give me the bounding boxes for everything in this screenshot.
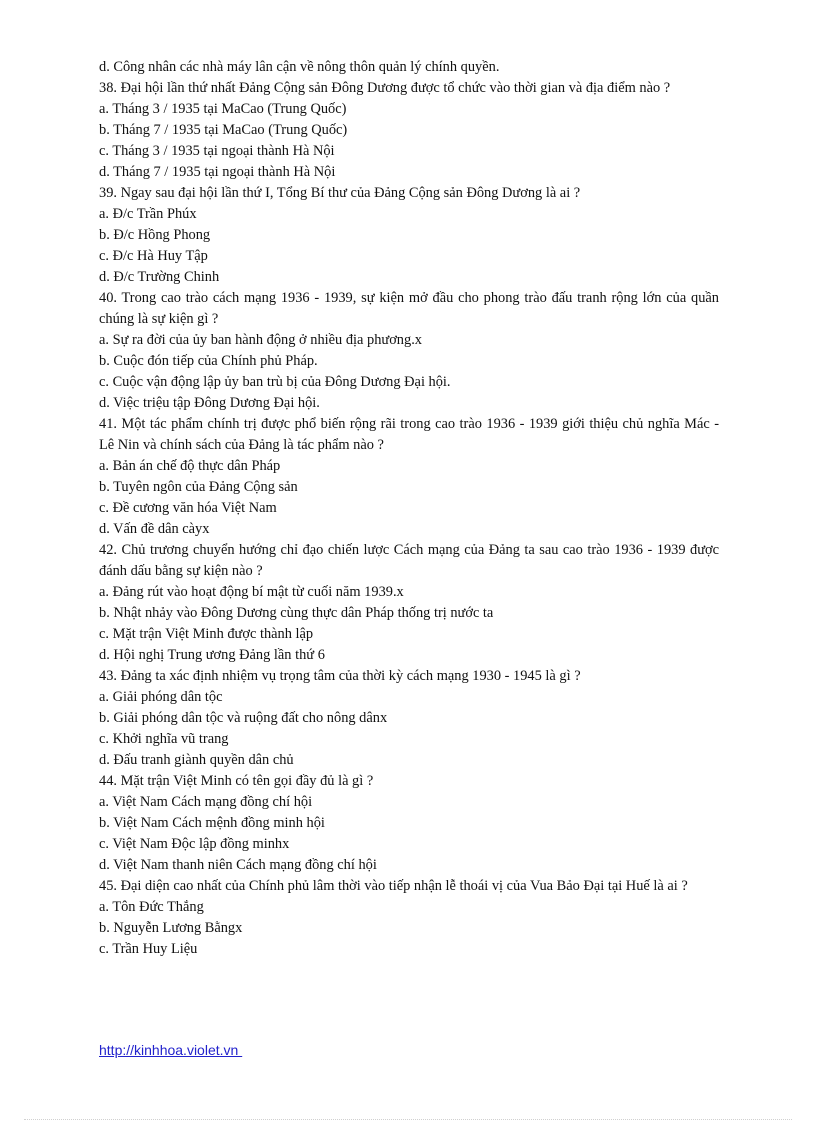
answer-option: b. Nguyễn Lương Bằngx (99, 920, 243, 936)
question-40: 40. Trong cao trào cách mạng 1936 - 1939, sự kiện mở đầu cho phong trào đấu tranh rộng lớn của quần chúng là sự kiện gì ? (99, 290, 719, 327)
answer-option: a. Đ/c Trần Phúx (99, 206, 197, 222)
answer-option: d. Vấn đề dân càyx (99, 521, 210, 537)
answer-option: d. Việt Nam thanh niên Cách mạng đồng chí hội (99, 857, 377, 873)
answer-option: c. Khởi nghĩa vũ trang (99, 731, 229, 747)
answer-option: d. Hội nghị Trung ương Đảng lần thứ 6 (99, 647, 325, 663)
answer-option: c. Tháng 3 / 1935 tại ngoại thành Hà Nội (99, 143, 335, 159)
answer-option: c. Cuộc vận động lập ủy ban trù bị của Đông Dương Đại hội. (99, 374, 451, 390)
question-45: 45. Đại diện cao nhất của Chính phủ lâm thời vào tiếp nhận lễ thoái vị của Vua Bảo Đại tại Huế là ai ? (99, 878, 688, 894)
answer-option: d. Việc triệu tập Đông Dương Đại hội. (99, 395, 320, 411)
answer-option: d. Đ/c Trường Chinh (99, 269, 220, 285)
answer-option: c. Đề cương văn hóa Việt Nam (99, 500, 277, 516)
answer-option: a. Giải phóng dân tộc (99, 689, 223, 705)
answer-option: b. Đ/c Hồng Phong (99, 227, 211, 243)
answer-option: b. Việt Nam Cách mệnh đồng minh hội (99, 815, 325, 831)
answer-option: d. Đấu tranh giành quyền dân chủ (99, 752, 294, 768)
answer-option: a. Tôn Đức Thắng (99, 899, 204, 915)
answer-option: d. Công nhân các nhà máy lân cận về nông thôn quản lý chính quyền. (99, 59, 500, 75)
answer-option: a. Bản án chế độ thực dân Pháp (99, 458, 281, 474)
question-43: 43. Đảng ta xác định nhiệm vụ trọng tâm của thời kỳ cách mạng 1930 - 1945 là gì ? (99, 668, 581, 684)
answer-option: c. Mặt trận Việt Minh được thành lập (99, 626, 314, 642)
answer-option: d. Tháng 7 / 1935 tại ngoại thành Hà Nội (99, 164, 336, 180)
answer-option: b. Tuyên ngôn của Đảng Cộng sản (99, 479, 298, 495)
answer-option: c. Việt Nam Độc lập đồng minhx (99, 836, 290, 852)
question-42: 42. Chủ trương chuyển hướng chỉ đạo chiến lược Cách mạng của Đảng ta sau cao trào 1936 - 1939 được đánh dấu bằng sự kiện nào ? (99, 542, 719, 579)
footer-website-link[interactable]: http://kinhhoa.violet.vn (99, 1042, 243, 1058)
document-body (99, 57, 719, 960)
answer-option: b. Nhật nhảy vào Đông Dương cùng thực dân Pháp thống trị nước ta (99, 605, 494, 621)
question-39: 39. Ngay sau đại hội lần thứ I, Tổng Bí thư của Đảng Cộng sản Đông Dương là ai ? (99, 185, 581, 201)
answer-option: c. Trần Huy Liệu (99, 941, 198, 957)
question-44: 44. Mặt trận Việt Minh có tên gọi đầy đủ là gì ? (99, 773, 374, 789)
answer-option: a. Sự ra đời của ủy ban hành động ở nhiều địa phương.x (99, 332, 422, 348)
answer-option: b. Giải phóng dân tộc và ruộng đất cho nông dânx (99, 710, 388, 726)
answer-option: a. Việt Nam Cách mạng đồng chí hội (99, 794, 313, 810)
answer-option: a. Đảng rút vào hoạt động bí mật từ cuối năm 1939.x (99, 584, 404, 600)
answer-option: c. Đ/c Hà Huy Tập (99, 248, 208, 264)
answer-option: b. Cuộc đón tiếp của Chính phủ Pháp. (99, 353, 318, 369)
question-38: 38. Đại hội lần thứ nhất Đảng Cộng sản Đông Dương được tổ chức vào thời gian và địa điểm nào ? (99, 80, 671, 96)
question-41: 41. Một tác phẩm chính trị được phổ biến rộng rãi trong cao trào 1936 - 1939 giới thiệu chủ nghĩa Mác - Lê Nin và chính sách của Đảng là tác phẩm nào ? (99, 416, 719, 453)
page-bottom-divider (24, 1119, 792, 1120)
answer-option: b. Tháng 7 / 1935 tại MaCao (Trung Quốc) (99, 122, 348, 138)
answer-option: a. Tháng 3 / 1935 tại MaCao (Trung Quốc) (99, 101, 347, 117)
